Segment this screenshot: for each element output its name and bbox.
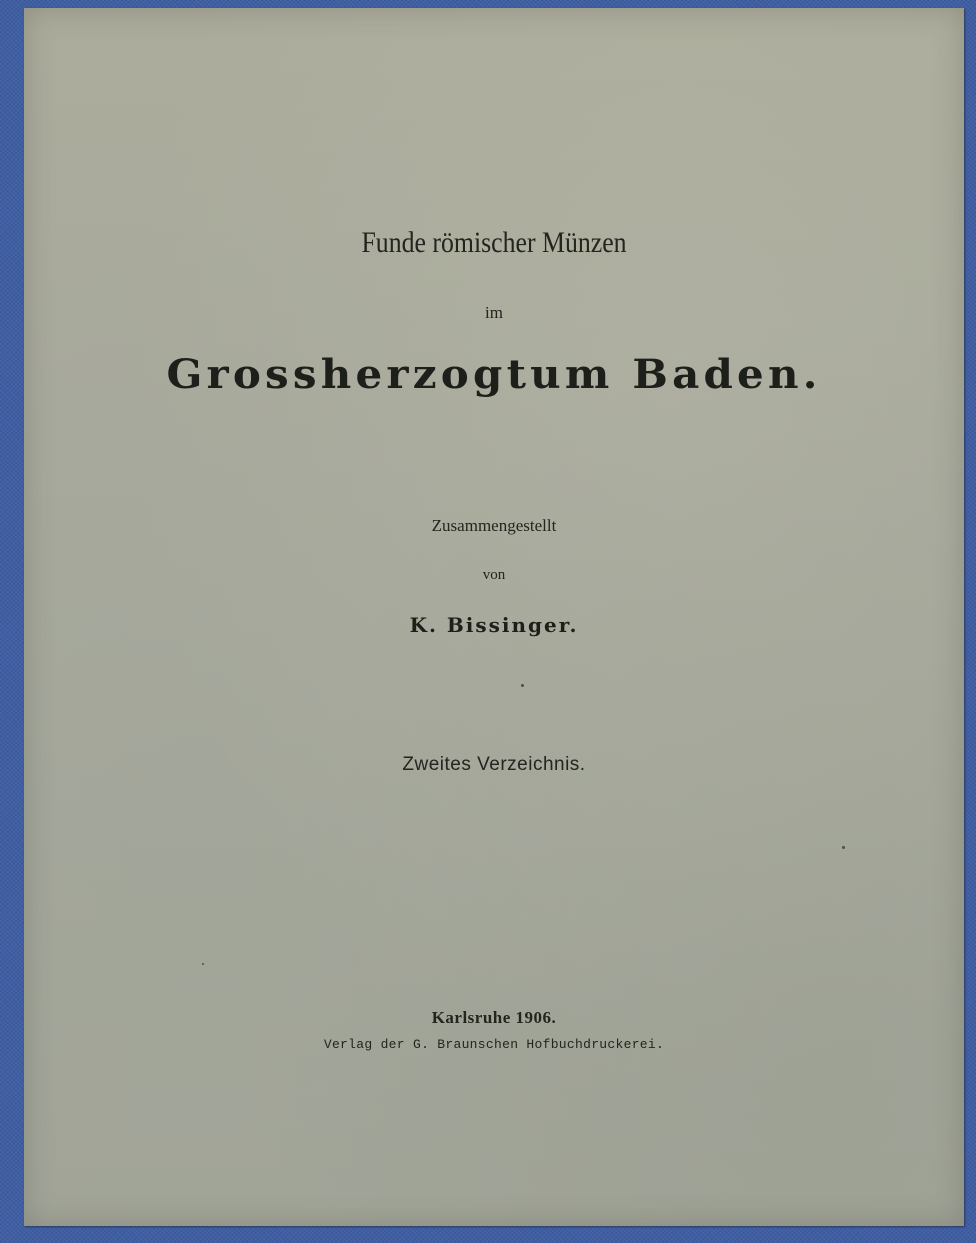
place-year: Karlsruhe 1906.	[431, 1008, 557, 1027]
by-label: von	[482, 567, 506, 583]
paper-speck	[202, 963, 204, 965]
title-page	[24, 8, 964, 1226]
paper-speck	[521, 684, 524, 687]
compiled-label: Zusammengestellt	[431, 516, 557, 535]
title-connector: im	[485, 303, 503, 322]
paper-speck	[842, 846, 845, 849]
edition-label: Zweites Verzeichnis.	[402, 754, 586, 775]
title-line-2: Grossherzogtum Baden.	[166, 351, 822, 398]
publisher-line: Verlag der G. Braunschen Hofbuchdruckerei.	[323, 1037, 665, 1052]
author-name: K. Bissinger.	[409, 613, 579, 637]
title-line-1: Funde römischer Münzen	[361, 226, 627, 259]
